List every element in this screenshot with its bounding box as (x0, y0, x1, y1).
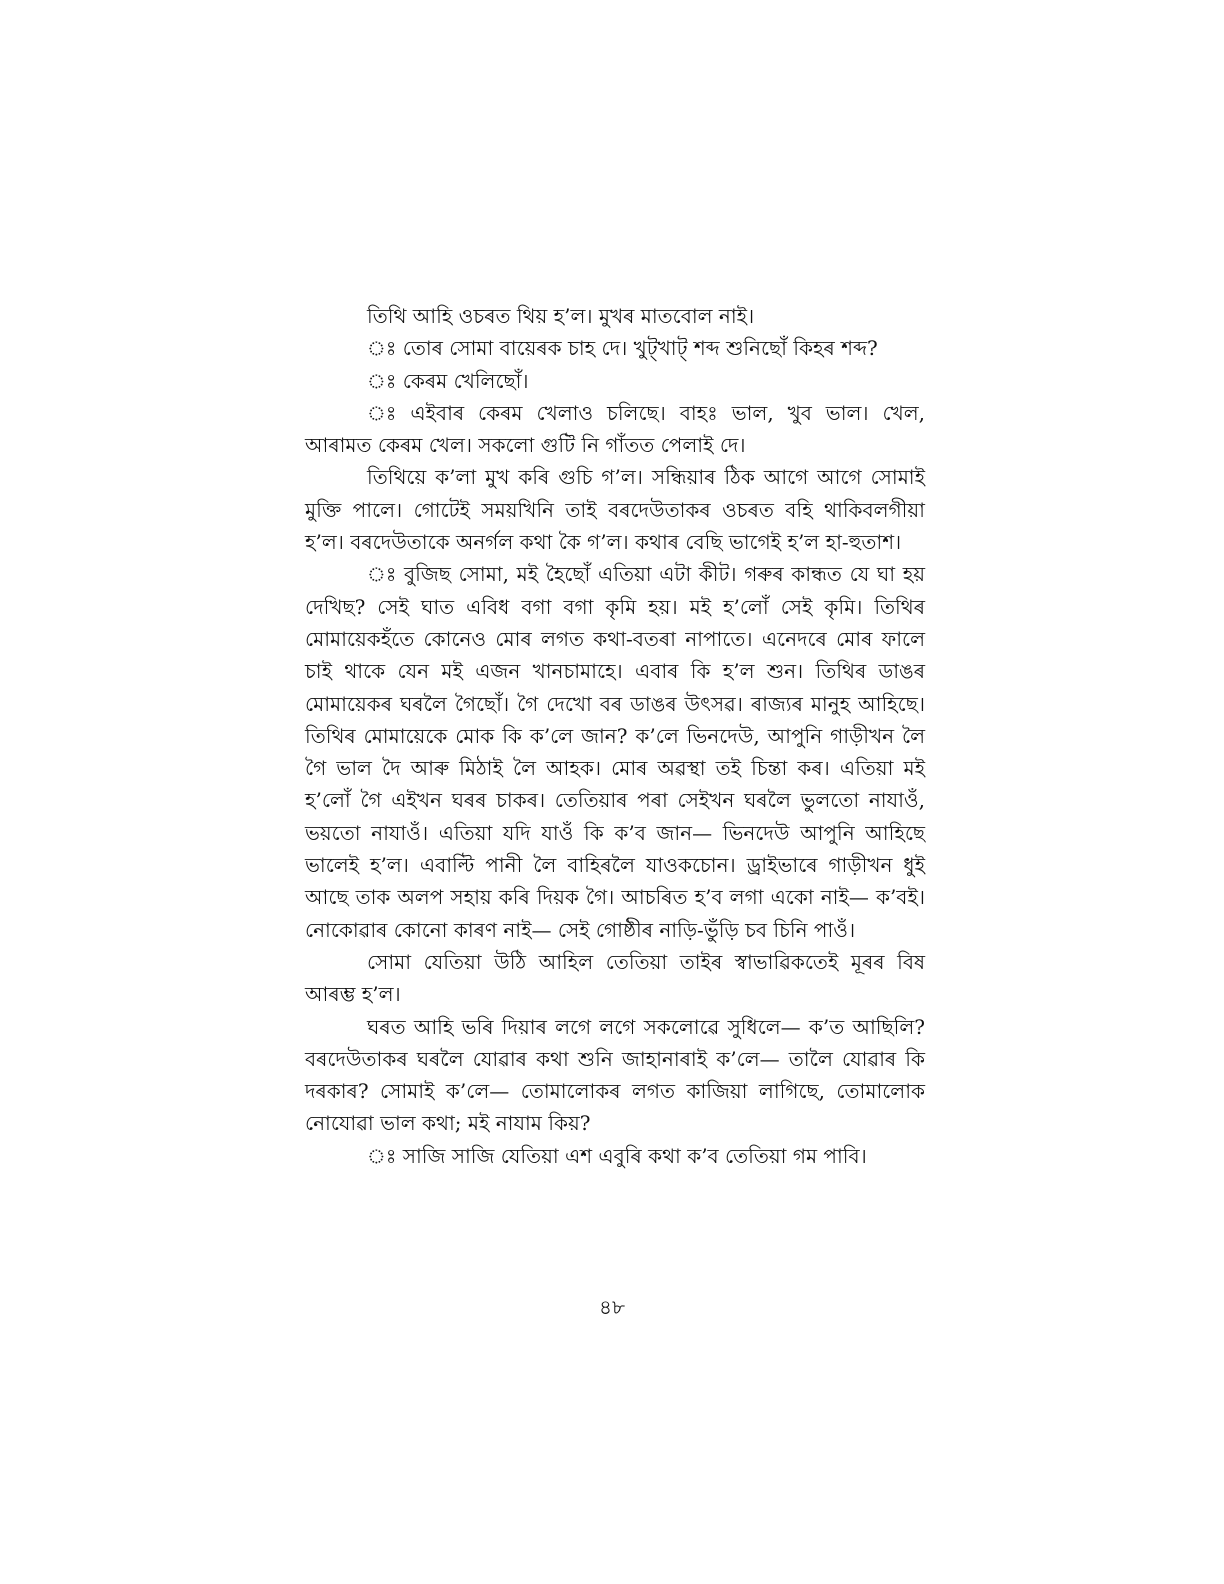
paragraph-7: সোমা যেতিয়া উঠি আহিল তেতিয়া তাইৰ স্বাভাৱিকতেই মূৰৰ বিষ আৰম্ভ হ’ল। (305, 949, 925, 1007)
paragraph-2: ঃ তোৰ সোমা বায়েৰক চাহ দে। খুট্‌খাট্‌ শব্দ শুনিছোঁ কিহৰ শব্দ? (367, 336, 878, 361)
paragraph-9: ঃ সাজি সাজি যেতিয়া এশ এবুৰি কথা ক’ব তেতিয়া গম পাবি। (367, 1143, 867, 1168)
paragraph-4: ঃ এইবাৰ কেৰম খেলাও চলিছে। বাহঃ ভাল, খুব ভাল। খেল, আৰামত কেৰম খেল। সকলো গুটি নি গাঁতত পেলাই দে। (305, 400, 925, 458)
paragraph-8: ঘৰত আহি ভৰি দিয়াৰ লগে লগে সকলোৱে সুধিলে— ক’ত আছিলি? বৰদেউতাকৰ ঘৰলৈ যোৱাৰ কথা শুনি জাহানাৰাই ক’লে— তালৈ যোৱাৰ কি দৰকাৰ? সোমাই ক’লে— তোমালোকৰ লগত কাজিয়া লাগিছে, তোমালোক নোযোৱা ভাল কথা; মই নাযাম কিয়? (305, 1014, 925, 1136)
paragraph-5: তিথিয়ে ক’লা মুখ কৰি গুচি গ’ল। সন্ধিয়াৰ ঠিক আগে আগে সোমাই মুক্তি পালে। গোটেই সময়খিনি তাই বৰদেউতাকৰ ওচৰত বহি থাকিবলগীয়া হ’ল। বৰদেউতাকে অনৰ্গল কথা কৈ গ’ল। কথাৰ বেছি ভাগেই হ’ল হা-হুতাশ। (305, 465, 925, 555)
paragraph-6: ঃ বুজিছ সোমা, মই হৈছোঁ এতিয়া এটা কীট। গৰুৰ কান্ধত যে ঘা হয় দেখিছ? সেই ঘাত এবিধ বগা বগা কৃমি হয়। মই হ’লোঁ সেই কৃমি। তিথিৰ মোমায়েকহঁতে কোনেও মোৰ লগত কথা-বতৰা নাপাতে। এনেদৰে মোৰ ফালে চাই থাকে যেন মই এজন খানচামাহে। এবাৰ কি হ’ল শুন। তিথিৰ ডাঙৰ মোমায়েকৰ ঘৰলৈ গৈছোঁ। গৈ দেখো বৰ ডাঙৰ উৎসৱ। ৰাজ্যৰ মানুহ আহিছে। তিথিৰ মোমায়েকে মোক কি ক’লে জান? ক’লে ভিনদেউ, আপুনি গাড়ীখন লৈ গৈ ভাল দৈ আৰু মিঠাই লৈ আহক। মোৰ অৱস্থা তই চিন্তা কৰ। এতিয়া মই হ’লোঁ গৈ এইখন ঘৰৰ চাকৰ। তেতিয়াৰ পৰা সেইখন ঘৰলৈ ভুলতো নাযাওঁ, ভয়তো নাযাওঁ। এতিয়া যদি যাওঁ কি ক’ব জান— ভিনদেউ আপুনি আহিছে ভালেই হ’ল। এবাল্টি পানী লৈ বাহিৰলৈ যাওকচোন। ড্ৰাইভাৰে গাড়ীখন ধুই আছে তাক অলপ সহায় কৰি দিয়ক গৈ। আচৰিত হ’ব লগা একো নাই— ক’বই। নোকোৱাৰ কোনো কাৰণ নাই— সেই গোষ্ঠীৰ নাড়ি-ভুঁড়ি চব চিনি পাওঁ। (305, 562, 925, 942)
paragraph-3: ঃ কেৰম খেলিছোঁ। (367, 368, 529, 393)
page-body (305, 300, 925, 1172)
page-number: ৪৮ (599, 1295, 625, 1319)
paragraph-1: তিথি আহি ওচৰত থিয় হ’ল। মুখৰ মাতবোল নাই। (367, 304, 755, 328)
